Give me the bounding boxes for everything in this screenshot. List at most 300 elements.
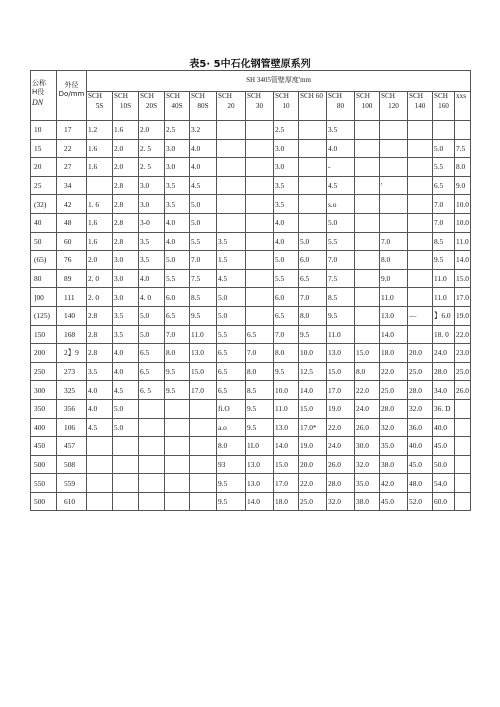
od-cell: 27 <box>57 158 87 177</box>
table-row <box>31 492 471 511</box>
thickness-cell: 3.5 <box>139 251 165 270</box>
thickness-cell <box>165 437 190 456</box>
thickness-cell: 4.0 <box>113 362 139 381</box>
thickness-cell: 8.0 <box>274 344 299 363</box>
thickness-cell: 8.5 <box>246 381 274 400</box>
thickness-cell <box>190 418 217 437</box>
thickness-cell: 30.0 <box>355 437 380 456</box>
sch-header-4 <box>190 92 217 121</box>
thickness-cell: 11.0 <box>455 232 471 251</box>
thickness-cell: 3.5 <box>113 306 139 325</box>
thickness-cell: 4.0 <box>274 232 299 251</box>
thickness-cell: 2. 0 <box>87 288 113 307</box>
thickness-cell: 25.0 <box>408 362 433 381</box>
thickness-cell: 25.0 <box>455 362 471 381</box>
thickness-cell <box>246 232 274 251</box>
thickness-cell <box>380 121 408 140</box>
thickness-cell: a.o <box>217 418 246 437</box>
thickness-cell <box>113 437 139 456</box>
thickness-cell <box>165 418 190 437</box>
sch-header-value: 20 <box>227 101 235 110</box>
thickness-cell <box>408 121 433 140</box>
sch-header-value: 10S <box>119 101 132 110</box>
dn-cell: 10 <box>31 121 57 140</box>
thickness-cell: 11.0 <box>433 288 455 307</box>
thickness-cell <box>408 251 433 270</box>
thickness-cell <box>455 455 471 474</box>
thickness-cell <box>246 195 274 214</box>
thickness-cell: 17.0 <box>455 288 471 307</box>
thickness-cell: 4.0 <box>190 139 217 158</box>
thickness-cell: 1.6 <box>87 139 113 158</box>
thickness-cell: 6.5 <box>217 362 246 381</box>
thickness-cell: 7.5 <box>455 139 471 158</box>
od-cell: 610 <box>57 492 87 511</box>
thickness-cell: 7.0 <box>190 251 217 270</box>
thickness-cell: 3.0 <box>139 195 165 214</box>
thickness-cell: 1.6 <box>87 158 113 177</box>
thickness-cell <box>355 325 380 344</box>
sch-header-9 <box>327 92 355 121</box>
thickness-cell: 3-0 <box>139 213 165 232</box>
od-cell: 22 <box>57 139 87 158</box>
thickness-cell: 12.5 <box>299 362 327 381</box>
thickness-cell <box>355 288 380 307</box>
sch-header-value: 100 <box>361 101 373 110</box>
table-row <box>31 269 471 288</box>
dn-cell: 350 <box>31 399 57 418</box>
thickness-cell: 18.0 <box>274 492 299 511</box>
sch-header-10 <box>355 92 380 121</box>
thickness-cell: 2.0 <box>113 158 139 177</box>
thickness-cell: 5.0 <box>190 213 217 232</box>
thickness-cell <box>190 474 217 493</box>
thickness-cell: 15.0 <box>299 399 327 418</box>
dn-cell: 400 <box>31 418 57 437</box>
thickness-cell: 15.0 <box>355 344 380 363</box>
sch-header-label: SCH <box>434 92 448 100</box>
thickness-cell: 26.0 <box>355 418 380 437</box>
thickness-cell: 7.0 <box>380 232 408 251</box>
thickness-cell: 3.0 <box>165 158 190 177</box>
dn-cell: (32) <box>31 195 57 214</box>
thickness-cell: 7.0 <box>274 325 299 344</box>
thickness-cell: 6.5 <box>274 306 299 325</box>
dn-cell: 80 <box>31 269 57 288</box>
thickness-cell: 2.8 <box>87 344 113 363</box>
thickness-cell: fi.O <box>217 399 246 418</box>
thickness-cell: 4.5 <box>327 176 355 195</box>
thickness-cell <box>355 195 380 214</box>
od-cell: 140 <box>57 306 87 325</box>
thickness-cell: 3.5 <box>274 195 299 214</box>
thickness-cell: 9.5 <box>246 418 274 437</box>
sch-header-12 <box>408 92 433 121</box>
pipe-wall-thickness-table <box>30 70 471 511</box>
thickness-cell: 2.8 <box>113 176 139 195</box>
thickness-cell: 9.0 <box>380 269 408 288</box>
thickness-cell <box>246 176 274 195</box>
thickness-cell: 5.0 <box>165 251 190 270</box>
thickness-cell <box>87 176 113 195</box>
thickness-cell: 38.0 <box>380 455 408 474</box>
thickness-cell: 93 <box>217 455 246 474</box>
thickness-cell: 22.0 <box>355 381 380 400</box>
dn-cell: 150 <box>31 325 57 344</box>
thickness-cell: 25.0 <box>299 492 327 511</box>
thickness-cell: 6.0 <box>299 251 327 270</box>
thickness-cell: 52.0 <box>408 492 433 511</box>
thickness-cell: 3.0 <box>113 288 139 307</box>
thickness-cell <box>408 195 433 214</box>
thickness-cell <box>246 121 274 140</box>
thickness-cell: 2. 5 <box>139 139 165 158</box>
thickness-cell <box>408 269 433 288</box>
sch-header-label: SCH <box>166 92 180 100</box>
thickness-cell: 3.0 <box>165 139 190 158</box>
thickness-cell: 22.0 <box>327 418 355 437</box>
thickness-cell: 7.0 <box>327 251 355 270</box>
thickness-cell <box>408 176 433 195</box>
thickness-cell: 5.0 <box>299 232 327 251</box>
thickness-cell: 3.5 <box>165 195 190 214</box>
thickness-cell <box>455 121 471 140</box>
thickness-cell: 11.0 <box>274 399 299 418</box>
thickness-cell: 13.0 <box>246 474 274 493</box>
od-cell: 168 <box>57 325 87 344</box>
thickness-cell <box>217 158 246 177</box>
thickness-cell: 23.0 <box>455 344 471 363</box>
table-row <box>31 381 471 400</box>
dn-cell: 20 <box>31 158 57 177</box>
thickness-cell: 5.0 <box>139 306 165 325</box>
thickness-cell: 6.5 <box>299 269 327 288</box>
dn-cell: 25 <box>31 176 57 195</box>
thickness-cell: 4.0 <box>87 399 113 418</box>
thickness-cell: 15.0 <box>274 455 299 474</box>
thickness-cell: 3.5 <box>327 121 355 140</box>
thickness-cell: 9.5 <box>217 492 246 511</box>
thickness-cell: 5.0 <box>113 399 139 418</box>
thickness-cell: 13.0 <box>380 306 408 325</box>
thickness-cell <box>380 195 408 214</box>
table-row <box>31 325 471 344</box>
thickness-cell: 5.5 <box>165 269 190 288</box>
thickness-cell: 9.5 <box>190 306 217 325</box>
dn-cell: 200 <box>31 344 57 363</box>
thickness-cell: 8.0 <box>246 362 274 381</box>
sch-header-label: SCH <box>140 92 154 100</box>
thickness-cell: 5.0 <box>327 213 355 232</box>
thickness-cell: 3.0 <box>274 158 299 177</box>
thickness-cell: 1.6 <box>87 213 113 232</box>
thickness-cell <box>299 158 327 177</box>
thickness-cell: 36.0 <box>408 418 433 437</box>
thickness-cell: 13.0 <box>274 418 299 437</box>
thickness-cell <box>246 251 274 270</box>
thickness-cell <box>380 158 408 177</box>
thickness-cell: 34.0 <box>433 381 455 400</box>
sch-header-6 <box>246 92 274 121</box>
thickness-cell: 11.0 <box>190 325 217 344</box>
thickness-cell <box>455 399 471 418</box>
thickness-cell: 13.0 <box>190 344 217 363</box>
thickness-cell: 18.0 <box>380 344 408 363</box>
thickness-cell: 4. 0 <box>139 288 165 307</box>
sch-header-label: SCH <box>218 92 232 100</box>
thickness-cell <box>217 213 246 232</box>
table-row <box>31 455 471 474</box>
table-row <box>31 399 471 418</box>
thickness-cell <box>246 139 274 158</box>
thickness-cell: 7.0 <box>299 288 327 307</box>
table-row <box>31 121 471 140</box>
thickness-cell: 3.5 <box>113 325 139 344</box>
thickness-cell: 15.0 <box>190 362 217 381</box>
thickness-cell: 8.0 <box>380 251 408 270</box>
od-cell: 457 <box>57 437 87 456</box>
thickness-cell: 45.0 <box>408 455 433 474</box>
thickness-cell: 2.8 <box>113 232 139 251</box>
thickness-cell: 2.0 <box>139 121 165 140</box>
thickness-cell: 8.0 <box>455 158 471 177</box>
thickness-cell: 14.0 <box>380 325 408 344</box>
thickness-cell <box>355 251 380 270</box>
table-row <box>31 232 471 251</box>
thickness-cell: 14.0 <box>455 251 471 270</box>
thickness-cell <box>139 474 165 493</box>
thickness-cell: 3.5 <box>87 362 113 381</box>
od-cell: 356 <box>57 399 87 418</box>
thickness-cell <box>380 213 408 232</box>
thickness-cell: 11.0 <box>433 269 455 288</box>
thickness-cell: 11.0 <box>327 325 355 344</box>
sch-header-2 <box>139 92 165 121</box>
dn-header-line3: DN <box>32 97 44 107</box>
od-header-line1: 外径 <box>64 81 79 89</box>
thickness-cell <box>455 492 471 511</box>
thickness-cell: 10.0 <box>299 344 327 363</box>
thickness-cell: 10.0 <box>455 213 471 232</box>
thickness-cell: 26.0 <box>327 455 355 474</box>
thickness-cell: 60.0 <box>433 492 455 511</box>
sch-header-1 <box>113 92 139 121</box>
thickness-cell <box>408 158 433 177</box>
thickness-cell: 2.0 <box>87 251 113 270</box>
thickness-cell: 5.0 <box>113 418 139 437</box>
sch-header-label: SCH <box>114 92 128 100</box>
thickness-cell <box>355 176 380 195</box>
od-cell: 60 <box>57 232 87 251</box>
thickness-cell: 4.0 <box>165 213 190 232</box>
thickness-cell: 14.0 <box>274 437 299 456</box>
thickness-cell <box>190 492 217 511</box>
table-row <box>31 437 471 456</box>
dn-cell: 300 <box>31 381 57 400</box>
thickness-cell: 15.0 <box>327 362 355 381</box>
thickness-cell: 7.0 <box>246 344 274 363</box>
thickness-cell: 17.0* <box>299 418 327 437</box>
thickness-cell <box>217 176 246 195</box>
thickness-cell <box>113 455 139 474</box>
thickness-cell <box>355 121 380 140</box>
sch-header-label: SCH <box>356 92 370 100</box>
dn-header-line2: H役 <box>32 88 45 97</box>
thickness-cell: 24.0 <box>355 399 380 418</box>
thickness-cell <box>408 213 433 232</box>
thickness-cell: 8.0 <box>165 344 190 363</box>
thickness-cell: 3.5 <box>165 176 190 195</box>
thickness-cell: 22.0 <box>299 474 327 493</box>
thickness-cell: 5.0 <box>433 139 455 158</box>
thickness-cell <box>455 474 471 493</box>
sch-header-label: SCH <box>191 92 205 100</box>
thickness-cell: 6.5 <box>433 176 455 195</box>
thickness-cell: 6. 5 <box>139 381 165 400</box>
thickness-cell: 3.0 <box>274 139 299 158</box>
thickness-cell: 25.0 <box>380 381 408 400</box>
thickness-cell: 9.5 <box>274 362 299 381</box>
dn-cell: 550 <box>31 474 57 493</box>
thickness-cell: 24.0 <box>327 437 355 456</box>
thickness-cell: 10.0 <box>274 381 299 400</box>
thickness-cell <box>246 288 274 307</box>
table-row <box>31 474 471 493</box>
thickness-cell: 5.5 <box>433 158 455 177</box>
thickness-cell <box>408 232 433 251</box>
thickness-cell: 9.5 <box>299 325 327 344</box>
thickness-cell: 17.0 <box>190 381 217 400</box>
thickness-cell <box>139 399 165 418</box>
table-row <box>31 306 471 325</box>
thickness-cell: 6.5 <box>217 381 246 400</box>
thickness-cell: 3.0 <box>139 176 165 195</box>
dn-cell: 500 <box>31 455 57 474</box>
thickness-cell <box>190 399 217 418</box>
thickness-cell: 4.0 <box>87 381 113 400</box>
thickness-cell: 5.0 <box>274 251 299 270</box>
sch-header-label: SCH <box>328 92 342 100</box>
thickness-cell: s.o <box>327 195 355 214</box>
thickness-cell: 6.5 <box>246 325 274 344</box>
thickness-cell <box>217 195 246 214</box>
thickness-cell: 3.0 <box>113 251 139 270</box>
od-cell: 273 <box>57 362 87 381</box>
thickness-cell <box>299 121 327 140</box>
sch-header-value: 20S <box>145 101 158 110</box>
sch-header-value: 80S <box>197 101 209 110</box>
dn-cell: ]00 <box>31 288 57 307</box>
dn-cell: 40 <box>31 213 57 232</box>
thickness-cell: 4.0 <box>190 158 217 177</box>
od-cell: 325 <box>57 381 87 400</box>
sch-header-label: SCH <box>409 92 423 100</box>
thickness-cell: 1L0 <box>246 437 274 456</box>
thickness-cell: 2.0 <box>113 139 139 158</box>
thickness-cell: 6.5 <box>165 306 190 325</box>
thickness-cell: 2.5 <box>274 121 299 140</box>
thickness-cell: 4.0 <box>139 269 165 288</box>
thickness-cell <box>113 474 139 493</box>
thickness-cell: 13.0 <box>327 344 355 363</box>
table-row <box>31 158 471 177</box>
thickness-cell <box>355 269 380 288</box>
thickness-cell: 4.0 <box>165 232 190 251</box>
thickness-cell: 18. 0 <box>433 325 455 344</box>
thickness-cell <box>165 455 190 474</box>
thickness-cell: 1.5 <box>217 251 246 270</box>
sch-header-label: SCH <box>381 92 395 100</box>
thickness-cell <box>139 455 165 474</box>
thickness-cell: 8.5 <box>327 288 355 307</box>
sch-header-value: 160 <box>438 101 449 110</box>
thickness-cell: 7.5 <box>190 269 217 288</box>
thickness-cell: 10.0 <box>455 195 471 214</box>
table-row <box>31 418 471 437</box>
sch-header-value: 80 <box>336 101 345 110</box>
thickness-cell <box>246 269 274 288</box>
thickness-cell: 2.8 <box>87 325 113 344</box>
thickness-cell: 3.5 <box>139 232 165 251</box>
sch-header-value: 120 <box>388 101 399 110</box>
sch-header-value: 40S <box>171 101 183 110</box>
thickness-cell: 4.5 <box>113 381 139 400</box>
sch-header-8 <box>299 92 327 121</box>
thickness-cell <box>190 455 217 474</box>
thickness-cell: 2. 0 <box>87 269 113 288</box>
od-cell: 76 <box>57 251 87 270</box>
table-row <box>31 213 471 232</box>
thickness-cell: 9.0 <box>455 176 471 195</box>
thickness-cell <box>299 213 327 232</box>
thickness-cell: 50.0 <box>433 455 455 474</box>
thickness-cell <box>165 474 190 493</box>
thickness-cell <box>355 158 380 177</box>
od-header <box>57 71 87 121</box>
thickness-cell <box>355 306 380 325</box>
thickness-cell: 3.5 <box>217 232 246 251</box>
sch-header-value: 5S <box>95 101 104 110</box>
sch-header-value: 30 <box>255 101 264 110</box>
thickness-cell: 8.5 <box>433 232 455 251</box>
thickness-cell <box>433 121 455 140</box>
thickness-cell: 32.0 <box>408 399 433 418</box>
table-row <box>31 362 471 381</box>
table-row <box>31 344 471 363</box>
thickness-cell: 9.5 <box>246 399 274 418</box>
dn-cell: 500 <box>31 492 57 511</box>
thickness-cell: 9.5 <box>433 251 455 270</box>
sch-header-label: SCH 60 <box>300 92 323 100</box>
thickness-cell: 6.5 <box>139 344 165 363</box>
thickness-cell: 24.0 <box>433 344 455 363</box>
od-cell: 2】9 <box>57 344 87 363</box>
thickness-cell <box>165 492 190 511</box>
thickness-cell: 38.0 <box>355 492 380 511</box>
sch-header-label: SCH <box>88 92 102 100</box>
thickness-cell: 6.0 <box>274 288 299 307</box>
dn-cell: 15 <box>31 139 57 158</box>
od-cell: 508 <box>57 455 87 474</box>
thickness-cell: 7.5 <box>327 269 355 288</box>
thickness-cell: 6.0 <box>165 288 190 307</box>
sch-header-14 <box>455 92 471 121</box>
thickness-cell <box>246 306 274 325</box>
thickness-cell: 6.5 <box>139 362 165 381</box>
table-row <box>31 288 471 307</box>
sch-header-7 <box>274 92 299 121</box>
thickness-cell: 28.0 <box>327 474 355 493</box>
